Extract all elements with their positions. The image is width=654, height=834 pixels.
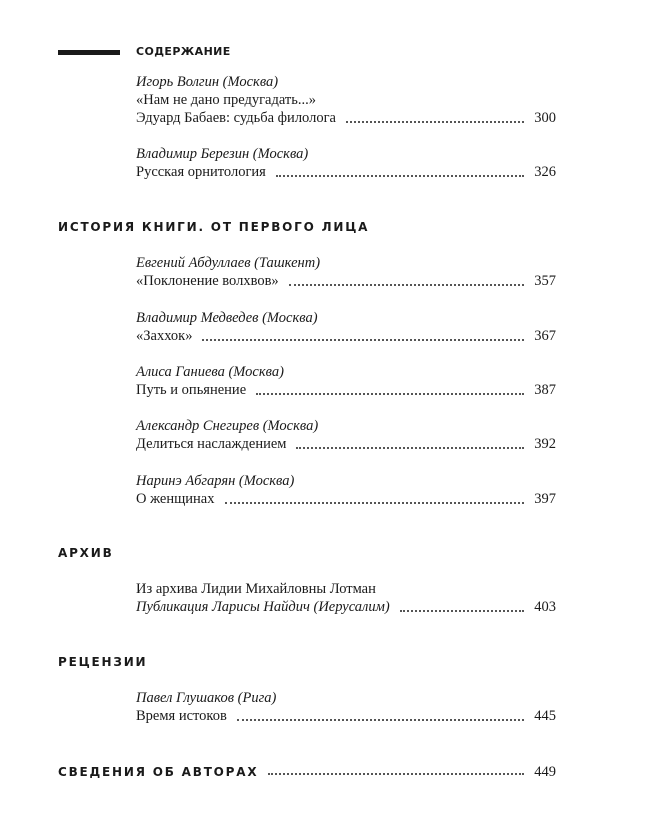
dot-leader <box>289 284 525 286</box>
section-heading-reviews: РЕЦЕНЗИИ <box>58 655 148 669</box>
dot-leader <box>256 393 524 395</box>
page-number: 387 <box>534 382 556 398</box>
dot-leader <box>225 502 525 504</box>
entry-title-line[interactable] <box>136 490 556 508</box>
entry-author: Евгений Абдуллаев (Ташкент) <box>136 255 321 271</box>
entry-title-line[interactable] <box>136 435 556 453</box>
toc-entry-berezin <box>136 145 556 181</box>
entry-author: Павел Глушаков (Рига) <box>136 690 277 706</box>
entry-author: Алиса Ганиева (Москва) <box>136 364 284 380</box>
toc-entry <box>136 417 556 453</box>
toc-entry-review <box>136 689 556 725</box>
entry-title: «Поклонение волхвов» <box>136 273 279 289</box>
entry-title: Из архива Лидии Михайловны Лотман <box>136 581 376 597</box>
dot-leader <box>346 121 524 123</box>
entry-title-line[interactable] <box>136 381 556 399</box>
header-rule <box>58 50 120 55</box>
section-authors-line[interactable] <box>58 764 556 780</box>
entry-title-line[interactable] <box>136 707 556 725</box>
running-header: СОДЕРЖАНИЕ <box>136 45 231 58</box>
dot-leader <box>400 610 525 612</box>
page-number: 449 <box>534 764 556 780</box>
toc-entry-volgin <box>136 73 556 127</box>
dot-leader <box>268 773 524 775</box>
page-number: 367 <box>534 328 556 344</box>
entry-author: Владимир Медведев (Москва) <box>136 310 318 326</box>
section-heading-authors: СВЕДЕНИЯ ОБ АВТОРАХ <box>58 765 259 779</box>
toc-entry <box>136 363 556 399</box>
entry-title-line[interactable] <box>136 327 556 345</box>
entry-title-line[interactable] <box>136 598 556 616</box>
section-heading-history: ИСТОРИЯ КНИГИ. ОТ ПЕРВОГО ЛИЦА <box>58 220 370 234</box>
entry-title: «Нам не дано предугадать...» <box>136 92 317 108</box>
dot-leader <box>237 719 524 721</box>
page-number: 403 <box>534 599 556 615</box>
entry-title-line[interactable] <box>136 109 556 127</box>
page-number: 357 <box>534 273 556 289</box>
page-number: 445 <box>534 708 556 724</box>
page-number: 397 <box>534 491 556 507</box>
entry-title-line[interactable] <box>136 272 556 290</box>
entry-author: Игорь Волгин (Москва) <box>136 74 279 90</box>
entry-publication: Публикация Ларисы Найдич (Иерусалим) <box>136 599 390 615</box>
section-heading-archive: АРХИВ <box>58 546 114 560</box>
entry-title: Русская орнитология <box>136 164 266 180</box>
dot-leader <box>276 175 524 177</box>
entry-author: Владимир Березин (Москва) <box>136 146 309 162</box>
entry-author: Наринэ Абгарян (Москва) <box>136 473 295 489</box>
dot-leader <box>202 339 524 341</box>
entry-title: Делиться наслаждением <box>136 436 287 452</box>
entry-title: «Заххок» <box>136 328 193 344</box>
page-number: 392 <box>534 436 556 452</box>
page-number: 326 <box>534 164 556 180</box>
entry-title-line[interactable] <box>136 163 556 181</box>
toc-entry <box>136 309 556 345</box>
toc-entry <box>136 254 556 290</box>
entry-title-cont: Эдуард Бабаев: судьба филолога <box>136 110 336 126</box>
toc-entry <box>136 472 556 508</box>
dot-leader <box>296 447 524 449</box>
entry-author: Александр Снегирев (Москва) <box>136 418 319 434</box>
entry-title: О женщинах <box>136 491 215 507</box>
toc-entry-archive <box>136 580 556 616</box>
entry-title: Путь и опьянение <box>136 382 247 398</box>
entry-title: Время истоков <box>136 708 227 724</box>
page-number: 300 <box>534 110 556 126</box>
